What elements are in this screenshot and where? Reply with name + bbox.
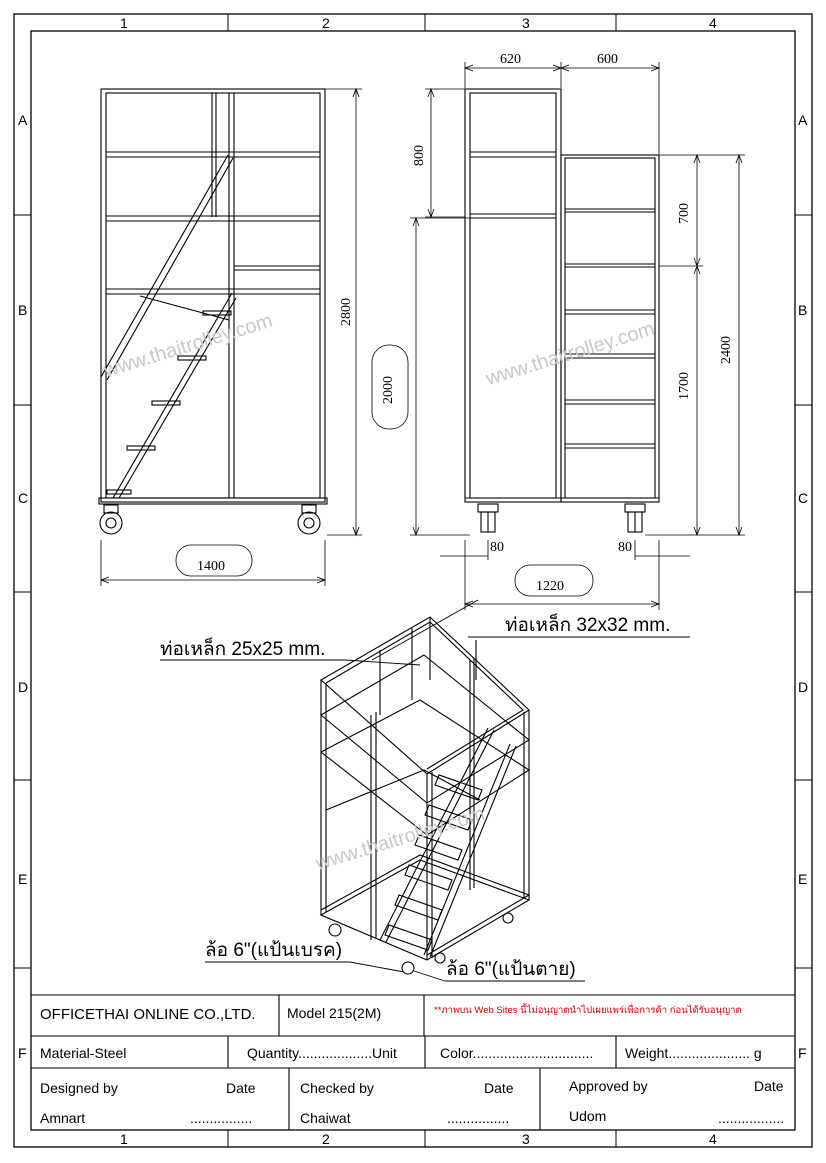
grid-row-b-right: B [798,302,808,318]
approved-by: Udom [569,1108,607,1124]
designed-by: Amnart [40,1110,86,1126]
watermark-front: www.thaitrolley.com [101,309,276,383]
grid-row-c-right: C [798,490,809,506]
grid-row-a-left: A [18,112,28,128]
side-dimensions [410,62,745,610]
dim-side-620: 620 [500,52,521,67]
approved-date: ................. [718,1110,785,1126]
grid-col-4-bottom: 4 [709,1131,717,1147]
grid-row-b-left: B [18,302,28,318]
grid-col-3-bottom: 3 [522,1131,530,1147]
grid-row-f-left: F [18,1045,27,1061]
grid-row-a-right: A [798,112,808,128]
grid-row-e-left: E [18,871,28,887]
label-tube-32: ท่อเหล็ก 32x32 mm. [505,615,671,636]
side-view [465,89,659,532]
checked-date-label: Date [484,1080,514,1096]
checked-by: Chaiwat [300,1110,351,1126]
watermark-iso: www.thaitrolley.com [313,802,488,876]
dim-side-600: 600 [597,52,618,67]
checked-by-label: Checked by [300,1080,374,1096]
grid-row-e-right: E [798,871,808,887]
label-wheel-fixed: ล้อ 6"(แป้นตาย) [446,959,576,980]
copyright-notice: **ภาพบน Web Sites นี้ไม่อนุญาตนำไปเผยแพร่เพื่อการค้า ก่อนได้รับอนุญาต [434,1005,742,1016]
company-name: OFFICETHAI ONLINE CO.,LTD. [40,1006,256,1023]
dim-side-1700: 1700 [677,372,692,400]
grid-row-d-right: D [798,679,809,695]
dim-side-800: 800 [412,145,427,166]
dim-side-700: 700 [677,203,692,224]
quantity: Quantity...................Unit [247,1045,397,1061]
outer-border [14,14,812,1147]
watermark-side: www.thaitrolley.com [483,317,658,391]
grid-row-c-left: C [18,490,29,506]
designed-by-label: Designed by [40,1080,118,1096]
grid-col-2-top: 2 [322,15,330,31]
dim-side-80-left: 80 [490,540,504,555]
grid-col-3-top: 3 [522,15,530,31]
weight-field: Weight..................... g [625,1045,762,1061]
model-number: Model 215(2M) [287,1005,382,1021]
dim-side-width: 1220 [536,579,564,594]
dim-side-2400: 2400 [719,336,734,364]
dim-front-height: 2800 [339,298,354,326]
grid-col-1-bottom: 1 [120,1131,128,1147]
grid-row-f-right: F [798,1045,807,1061]
grid-col-1-top: 1 [120,15,128,31]
designed-date: ................ [190,1110,253,1126]
material: Material-Steel [40,1045,127,1061]
grid-col-4-top: 4 [709,15,717,31]
grid-col-2-bottom: 2 [322,1131,330,1147]
checked-date: ................ [447,1110,510,1126]
label-wheel-brake: ล้อ 6"(แป้นเบรค) [205,940,343,961]
grid-row-d-left: D [18,679,29,695]
color-field: Color............................... [440,1045,594,1061]
dim-side-80-right: 80 [618,540,632,555]
dim-inner-height: 2000 [381,376,396,404]
approved-date-label: Date [754,1078,784,1094]
designed-date-label: Date [226,1080,256,1096]
dim-front-width: 1400 [197,559,225,574]
label-tube-25: ท่อเหล็ก 25x25 mm. [160,639,326,660]
front-view [99,89,327,534]
approved-by-label: Approved by [569,1078,648,1094]
